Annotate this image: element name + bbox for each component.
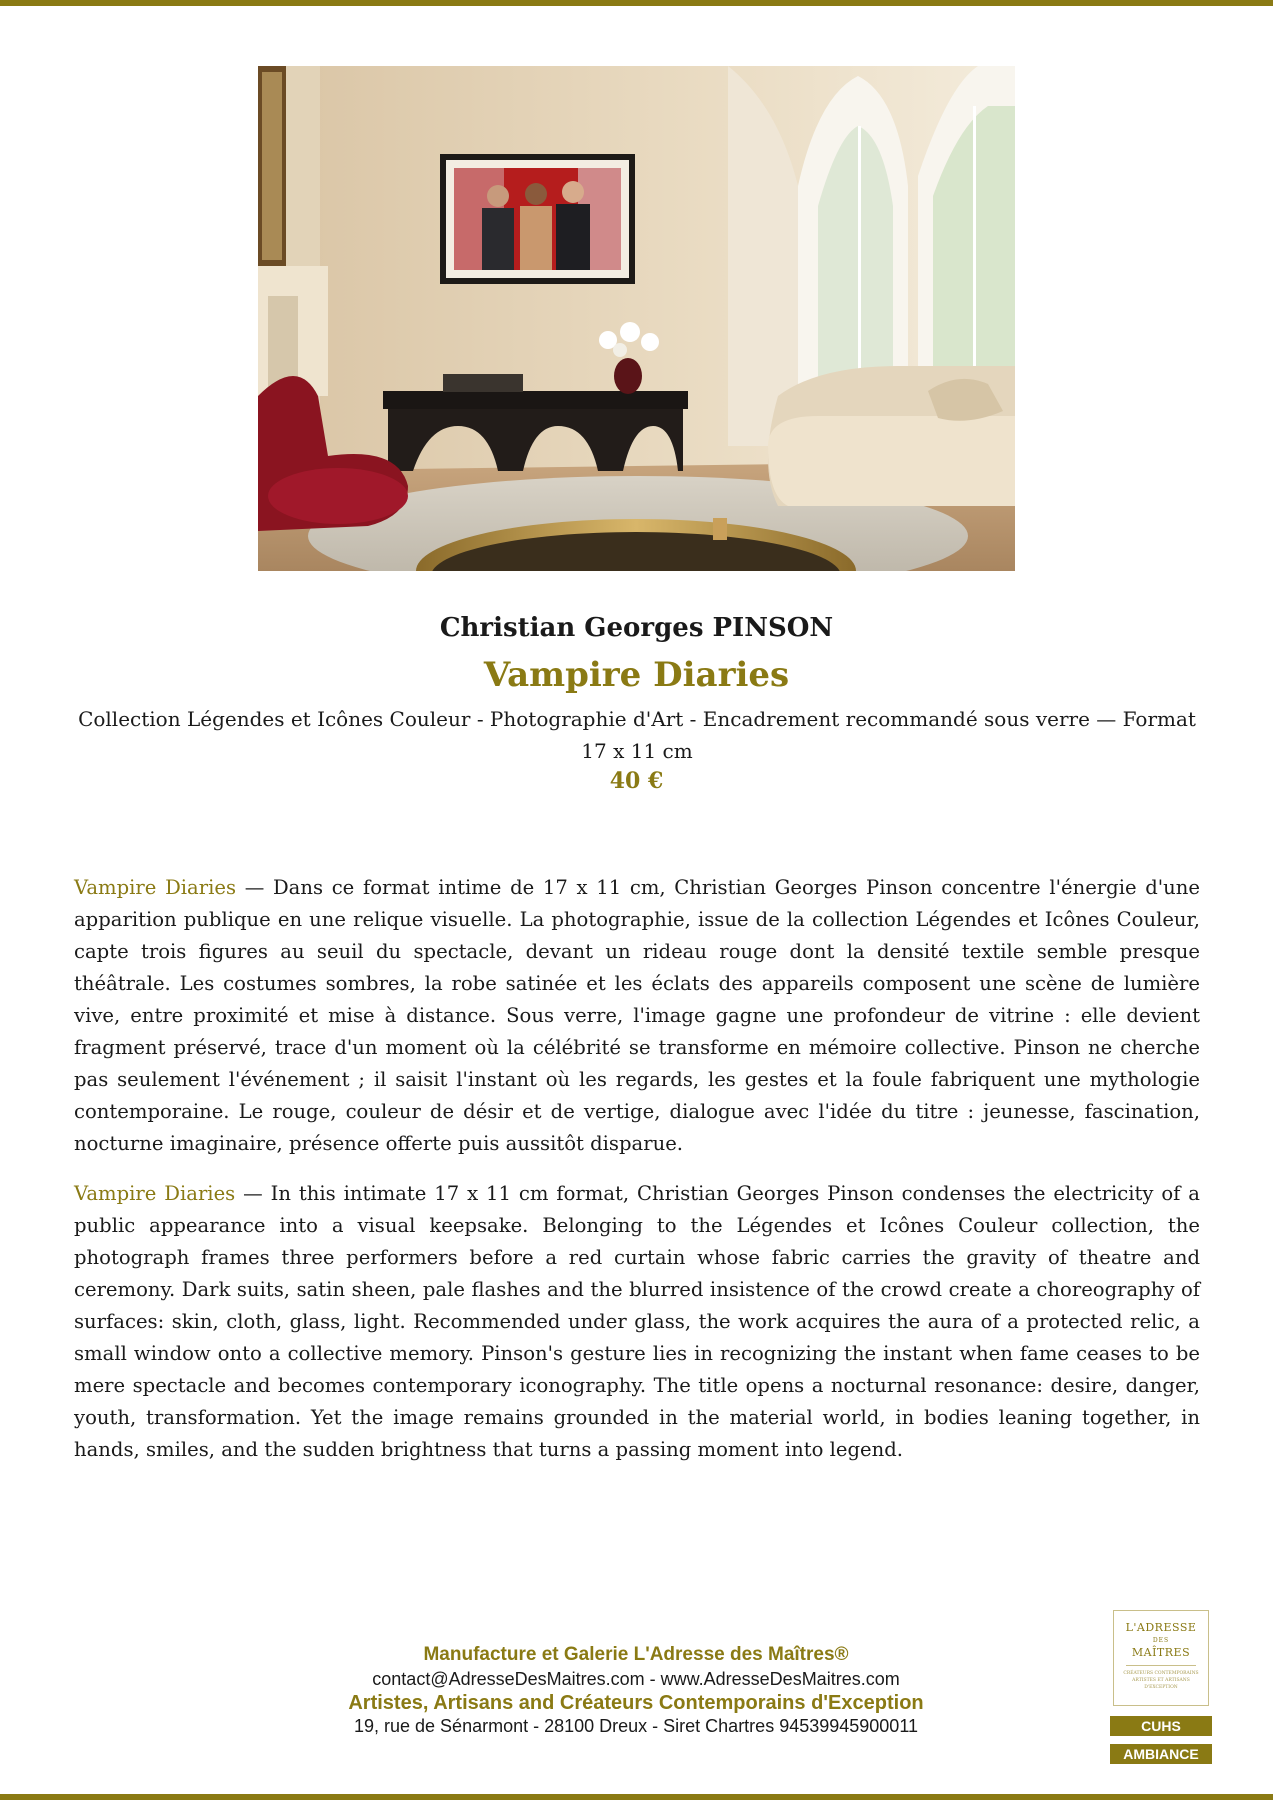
badge-ambiance: AMBIANCE — [1110, 1744, 1212, 1764]
logo-line-4: CRÉATEURS CONTEMPORAINS ARTISTES ET ARTISANS D'EXCEPTION — [1123, 1671, 1199, 1690]
description-english-text: — In this intimate 17 x 11 cm format, Christian Georges Pinson condenses the electricity of a public appearance into a visual keepsake. Belonging to the Légendes et Icônes Couleur collection, the photograph frames three performers before a red curtain whose fabric carries the gravity of theatre and ceremony. Dark suits, satin sheen, pale flashes and the blurred insistence of the crowd create a choreography of surfaces: skin, cloth, glass, light. Recommended under glass, the work acquires the aura of a protected relic, a small window onto a collective memory. Pinson's gesture lies in recognizing the instant when fame ceases to be mere spectacle and becomes contemporary iconography. The title opens a nocturnal resonance: desire, danger, youth, transformation. Yet the image remains grounded in the material world, in bodies leaning together, in hands, smiles, and the sudden brightness that turns a passing moment into legend. — [74, 1182, 1200, 1461]
logo-line-3: MAÎTRES — [1131, 1646, 1191, 1659]
top-accent-bar — [0, 0, 1273, 6]
description-french-lead: Vampire Diaries — [74, 876, 237, 899]
artwork-subtitle: Collection Légendes et Icônes Couleur - Photographie d'Art - Encadrement recommandé sous verre — Format 17 x 11 cm — [78, 707, 1196, 763]
artwork-interior-image — [258, 66, 1015, 571]
footer-address: 19, rue de Sénarmont - 28100 Dreux - Siret Chartres 94539945900011 — [353, 1716, 919, 1736]
logo-line-1: L'ADRESSE — [1125, 1621, 1197, 1634]
description-english-lead: Vampire Diaries — [74, 1182, 236, 1205]
interior-room-photo-icon — [258, 66, 1015, 571]
badge-cuhs: CUHS — [1110, 1716, 1212, 1736]
description-french — [74, 872, 1200, 1160]
gallery-logo — [1113, 1610, 1209, 1706]
logo-divider — [1126, 1665, 1196, 1666]
footer-tagline: Artistes, Artisans and Créateurs Contemporains d'Exception — [348, 1692, 924, 1714]
logo-line-2: DES — [1152, 1637, 1170, 1644]
artwork-title: Vampire Diaries — [483, 655, 790, 695]
artist-name: Christian Georges PINSON — [439, 613, 834, 643]
footer-contact: contact@AdresseDesMaitres.com - www.AdresseDesMaitres.com — [372, 1669, 900, 1689]
description-french-text: — Dans ce format intime de 17 x 11 cm, Christian Georges Pinson concentre l'énergie d'une apparition publique en une relique visuelle. La photographie, issue de la collection Légendes et Icônes Couleur, capte trois figures au seuil du spectacle, devant un rideau rouge dont la densité textile semble presque théâtrale. Les costumes sombres, la robe satinée et les éclats des appareils composent une scène de lumière vive, entre proximité et mise à distance. Sous verre, l'image gagne une profondeur de vitrine : elle devient fragment préservé, trace d'un moment où la célébrité se transforme en mémoire collective. Pinson ne cherche pas seulement l'événement ; il saisit l'instant où les regards, les gestes et la foule fabriquent une mythologie contemporaine. Le rouge, couleur de désir et de vertige, dialogue avec l'idée du titre : jeunesse, fascination, nocturne imaginaire, présence offerte puis aussitôt disparue. — [74, 876, 1200, 1155]
bottom-accent-bar — [0, 1794, 1273, 1800]
description-english — [74, 1178, 1200, 1466]
footer-gallery-name: Manufacture et Galerie L'Adresse des Maîtres® — [423, 1644, 849, 1665]
artwork-price: 40 € — [609, 768, 664, 794]
